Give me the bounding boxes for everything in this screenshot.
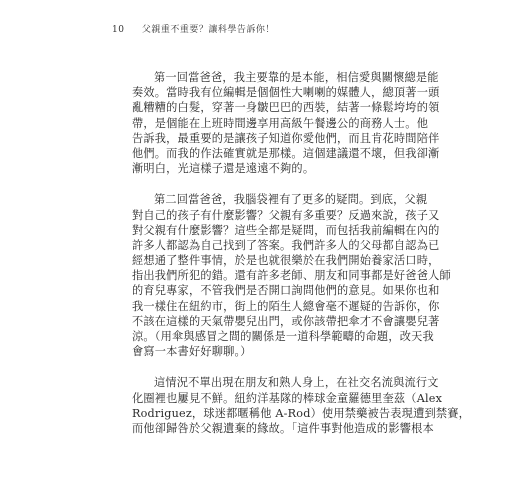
text-line: 第一回當爸爸，我主要靠的是本能，相信愛與關懷總是能	[154, 71, 439, 84]
paragraph-3	[132, 375, 471, 436]
text-line: 對自己的孩子有什麼影響？父親有多重要？反過來說，孩子又	[132, 208, 440, 222]
text-line: 會寫一本書好好聊聊。）	[132, 345, 252, 359]
text-line: 不該在這樣的天氣帶嬰兒出門，或你該帶把傘才不會讓嬰兒著	[132, 314, 440, 328]
running-title: 父親重不重要？讓科學告訴你！	[141, 25, 275, 35]
text-line: Rodriguez，球迷都暱稱他 A-Rod）使用禁藥被告表現遭到禁賽，	[132, 406, 471, 420]
text-line: 奏效。當時我有位編輯是個個性大喇喇的媒體人，總頂著一頭	[132, 86, 440, 100]
body-text	[132, 70, 471, 452]
text-line: 的育兒專家，不管我們是否開口詢問他們的意見。如果你也和	[132, 284, 440, 298]
text-line: 告訴我，最重要的是讓孩子知道你愛他們，而且肯花時間陪伴	[132, 131, 440, 145]
text-line: 化圈裡也屢見不鮮。紐約洋基隊的棒球金童羅德里奎茲（Alex	[132, 391, 443, 405]
paragraph-1	[132, 70, 440, 176]
text-line: 涼。（用傘與感冒之間的關係是一道科學範疇的命題，改天我	[132, 330, 434, 343]
running-header	[112, 22, 275, 35]
text-line: 經想通了整件事情，於是也就很樂於在我們開始養家活口時，	[132, 254, 440, 268]
text-line: 漸明白，光這樣子還是遠遠不夠的。	[132, 162, 315, 176]
text-line: 而他卻歸咎於父親遺棄的緣故。「這件事對他造成的影響根本	[132, 421, 434, 435]
paragraph-2	[132, 192, 451, 359]
page-number: 10	[112, 25, 125, 35]
text-line: 對父親有什麼影響？這些全都是疑問，而包括我前編輯在內的	[132, 223, 440, 237]
text-line: 亂糟糟的白髮，穿著一身皺巴巴的西裝，結著一條鬆垮垮的領	[132, 101, 440, 115]
text-line: 我一樣住在紐約市，街上的陌生人總會毫不遲疑的告訴你，你	[132, 299, 440, 313]
text-line: 第二回當爸爸，我腦袋裡有了更多的疑問。到底，父親	[154, 193, 428, 207]
text-line: 指出我們所犯的錯。還有許多老師、朋友和同事都是好爸爸人師	[132, 269, 451, 283]
text-line: 這情況不單出現在朋友和熟人身上，在社交名流與流行文	[154, 376, 439, 390]
text-line: 他們。而我的作法確實就是那樣。這個建議還不壞，但我卻漸	[132, 146, 440, 160]
text-line: 許多人都認為自己找到了答案。我們許多人的父母都自認為已	[132, 238, 440, 252]
text-line: 帶，是個能在上班時間邊享用高級午餐邊公的商務人士。他	[132, 116, 429, 130]
